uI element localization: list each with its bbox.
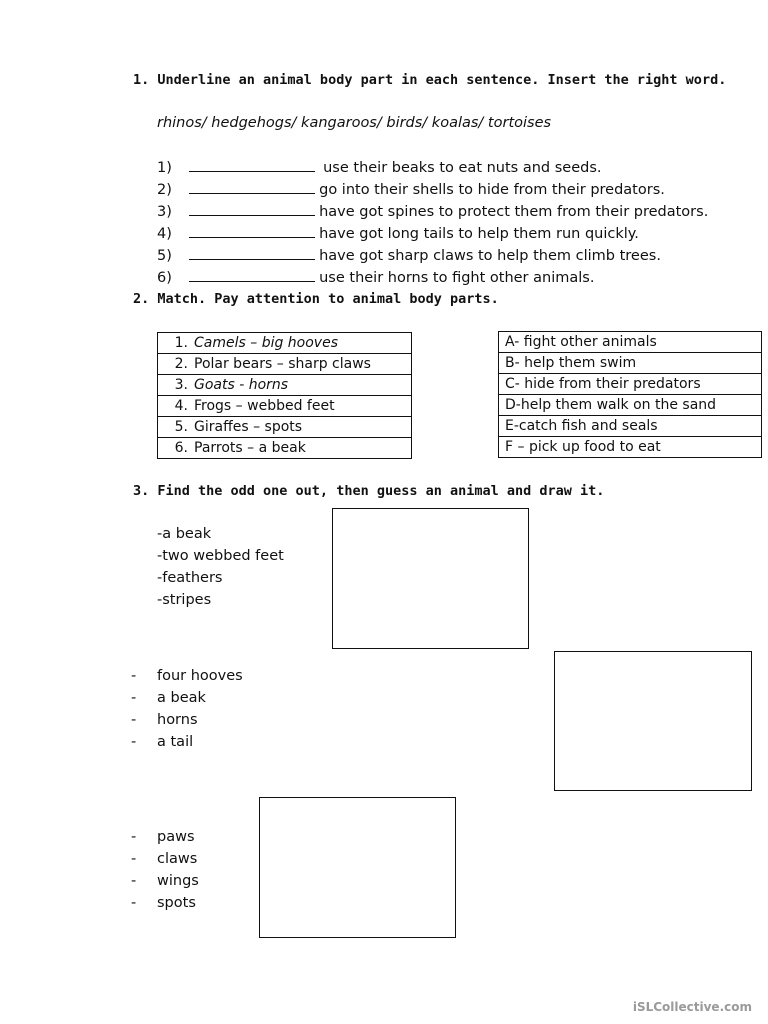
animal-cell[interactable] bbox=[158, 438, 412, 459]
animal-cell[interactable] bbox=[158, 333, 412, 354]
word-bank: rhinos/ hedgehogs/ kangaroos/ birds/ koalas/ tortoises bbox=[157, 115, 552, 131]
animals-table bbox=[157, 332, 412, 459]
list-item bbox=[131, 712, 198, 728]
list-item-text: a beak bbox=[157, 690, 206, 706]
list-item: -two webbed feet bbox=[157, 548, 284, 564]
list-item-text: four hooves bbox=[157, 668, 243, 684]
list-item-text: horns bbox=[157, 712, 198, 728]
animal-cell[interactable] bbox=[158, 417, 412, 438]
list-item: -stripes bbox=[157, 592, 212, 608]
answer-blank[interactable] bbox=[189, 180, 315, 194]
fill-in-item bbox=[157, 158, 602, 176]
drawing-box-3[interactable] bbox=[259, 797, 456, 938]
item-text: have got sharp claws to help them climb trees. bbox=[319, 248, 661, 264]
answer-blank[interactable] bbox=[189, 246, 315, 260]
item-number: 3) bbox=[157, 204, 172, 220]
item-text: have got spines to protect them from their predators. bbox=[319, 204, 709, 220]
list-item bbox=[131, 690, 206, 706]
item-number: 6) bbox=[157, 270, 172, 286]
drawing-box-1[interactable] bbox=[332, 508, 529, 649]
cell-text: Camels – big hooves bbox=[194, 335, 338, 351]
bullet: - bbox=[131, 895, 137, 911]
purpose-cell[interactable]: A- fight other animals bbox=[499, 332, 762, 353]
list-item bbox=[131, 895, 196, 911]
answer-blank[interactable] bbox=[189, 202, 315, 216]
bullet: - bbox=[131, 668, 137, 684]
item-text: have got long tails to help them run quickly. bbox=[319, 226, 639, 242]
cell-text: Parrots – a beak bbox=[194, 440, 306, 456]
item-number: 1) bbox=[157, 160, 172, 176]
animal-cell[interactable] bbox=[158, 354, 412, 375]
cell-number: 6. bbox=[174, 440, 188, 456]
section2-heading: 2. Match. Pay attention to animal body parts. bbox=[133, 291, 499, 307]
answer-blank[interactable] bbox=[189, 224, 315, 238]
purpose-cell[interactable]: B- help them swim bbox=[499, 353, 762, 374]
list-item bbox=[131, 734, 193, 750]
purposes-table bbox=[498, 331, 762, 458]
list-item: -feathers bbox=[157, 570, 223, 586]
list-item-text: spots bbox=[157, 895, 196, 911]
list-item-text: a tail bbox=[157, 734, 194, 750]
list-item bbox=[131, 829, 195, 845]
answer-blank[interactable] bbox=[189, 158, 315, 172]
bullet: - bbox=[131, 851, 137, 867]
fill-in-item bbox=[157, 180, 665, 198]
fill-in-item bbox=[157, 246, 661, 264]
fill-in-item bbox=[157, 202, 708, 220]
animal-cell[interactable] bbox=[158, 396, 412, 417]
item-text: go into their shells to hide from their predators. bbox=[319, 182, 665, 198]
purpose-cell[interactable]: D-help them walk on the sand bbox=[499, 395, 762, 416]
list-item-text: paws bbox=[157, 829, 195, 845]
item-number: 5) bbox=[157, 248, 172, 264]
purpose-cell[interactable]: E-catch fish and seals bbox=[499, 416, 762, 437]
item-number: 4) bbox=[157, 226, 172, 242]
fill-in-item bbox=[157, 224, 639, 242]
cell-number: 1. bbox=[174, 335, 188, 351]
answer-blank[interactable] bbox=[189, 268, 315, 282]
fill-in-item bbox=[157, 268, 594, 286]
list-item bbox=[131, 851, 197, 867]
watermark: iSLCollective.com bbox=[632, 1000, 752, 1014]
section3-heading: 3. Find the odd one out, then guess an animal and draw it. bbox=[133, 483, 605, 499]
purpose-cell[interactable]: C- hide from their predators bbox=[499, 374, 762, 395]
item-number: 2) bbox=[157, 182, 172, 198]
animal-cell[interactable] bbox=[158, 375, 412, 396]
item-text: use their beaks to eat nuts and seeds. bbox=[323, 160, 602, 176]
cell-text: Polar bears – sharp claws bbox=[194, 356, 371, 372]
list-item bbox=[131, 668, 243, 684]
cell-text: Giraffes – spots bbox=[194, 419, 303, 435]
bullet: - bbox=[131, 712, 137, 728]
list-item-text: wings bbox=[157, 873, 199, 889]
cell-number: 3. bbox=[174, 377, 188, 393]
section1-heading: 1. Underline an animal body part in each sentence. Insert the right word. bbox=[133, 72, 727, 88]
bullet: - bbox=[131, 734, 137, 750]
cell-number: 5. bbox=[174, 419, 188, 435]
bullet: - bbox=[131, 873, 137, 889]
item-text: use their horns to fight other animals. bbox=[319, 270, 595, 286]
list-item: -a beak bbox=[157, 526, 212, 542]
bullet: - bbox=[131, 690, 137, 706]
purpose-cell[interactable]: F – pick up food to eat bbox=[499, 437, 762, 458]
drawing-box-2[interactable] bbox=[554, 651, 752, 791]
list-item-text: claws bbox=[157, 851, 198, 867]
bullet: - bbox=[131, 829, 137, 845]
cell-text: Goats - horns bbox=[194, 377, 289, 393]
cell-number: 2. bbox=[174, 356, 188, 372]
cell-text: Frogs – webbed feet bbox=[194, 398, 335, 414]
list-item bbox=[131, 873, 199, 889]
cell-number: 4. bbox=[174, 398, 188, 414]
